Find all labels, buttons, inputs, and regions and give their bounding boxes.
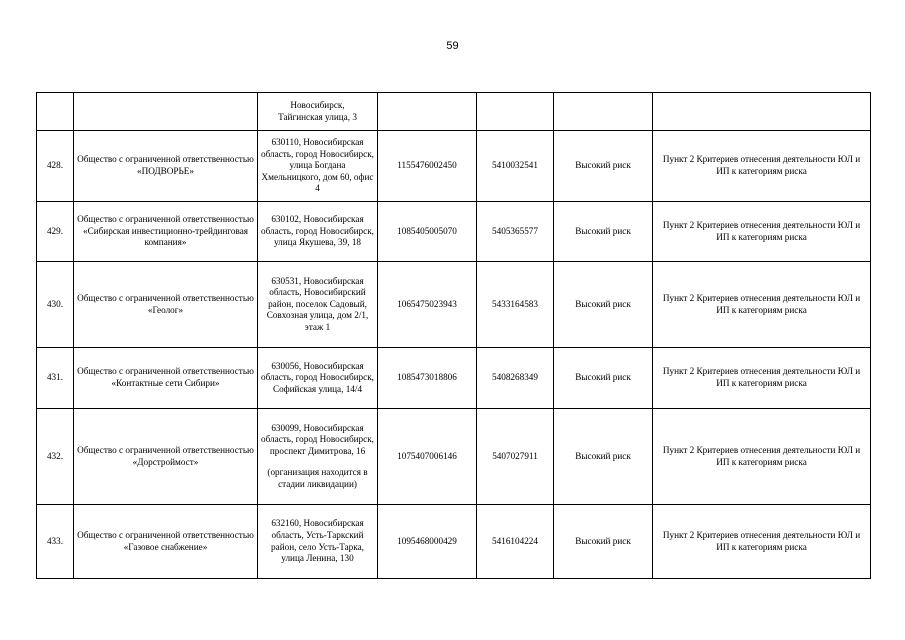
cell-risk: Высокий риск (554, 131, 653, 202)
table-row (37, 505, 871, 579)
cell-name (74, 93, 258, 131)
cell-name: Общество с ограниченной ответственностью «Газовое снабжение» (74, 505, 258, 579)
cell-risk (554, 93, 653, 131)
cell-num: 431. (37, 348, 74, 409)
table-row (37, 262, 871, 348)
cell-ogrn (378, 93, 477, 131)
cell-name: Общество с ограниченной ответственностью «Геолог» (74, 262, 258, 348)
cell-name: Общество с ограниченной ответственностью «Контактные сети Сибири» (74, 348, 258, 409)
cell-address (258, 409, 378, 505)
address-text: 630099, Новосибирская область, город Новосибирск, проспект Димитрова, 16 (261, 422, 374, 456)
cell-address: 630102, Новосибирская область, город Новосибирск, улица Якушева, 39, 18 (258, 202, 378, 262)
cell-basis (653, 93, 871, 131)
cell-basis: Пункт 2 Критериев отнесения деятельности ЮЛ и ИП к категориям риска (653, 262, 871, 348)
registry-table (36, 92, 871, 579)
cell-inn: 5416104224 (477, 505, 554, 579)
cell-address: 632160, Новосибирская область, Усть-Таркский район, село Усть-Тарка, улица Ленина, 130 (258, 505, 378, 579)
cell-basis: Пункт 2 Критериев отнесения деятельности ЮЛ и ИП к категориям риска (653, 202, 871, 262)
cell-risk: Высокий риск (554, 409, 653, 505)
cell-basis: Пункт 2 Критериев отнесения деятельности ЮЛ и ИП к категориям риска (653, 409, 871, 505)
cell-risk: Высокий риск (554, 505, 653, 579)
cell-inn: 5410032541 (477, 131, 554, 202)
cell-address: 630531, Новосибирская область, Новосибирский район, поселок Садовый, Совхозная улица, дом 2/1, этаж 1 (258, 262, 378, 348)
cell-inn (477, 93, 554, 131)
cell-ogrn: 1075407006146 (378, 409, 477, 505)
cell-address: 630056, Новосибирская область, город Новосибирск, Софийская улица, 14/4 (258, 348, 378, 409)
cell-ogrn: 1085473018806 (378, 348, 477, 409)
table-row (37, 202, 871, 262)
cell-num (37, 93, 74, 131)
cell-num: 429. (37, 202, 74, 262)
cell-name: Общество с ограниченной ответственностью «Сибирская инвестиционно-трейдинговая компания» (74, 202, 258, 262)
cell-num: 433. (37, 505, 74, 579)
cell-ogrn: 1155476002450 (378, 131, 477, 202)
cell-inn: 5408268349 (477, 348, 554, 409)
page-number: 59 (446, 40, 459, 52)
cell-risk: Высокий риск (554, 348, 653, 409)
cell-inn: 5405365577 (477, 202, 554, 262)
cell-num: 428. (37, 131, 74, 202)
cell-ogrn: 1065475023943 (378, 262, 477, 348)
cell-name: Общество с ограниченной ответственностью «Дорстроймост» (74, 409, 258, 505)
table-row (37, 348, 871, 409)
table-row (37, 409, 871, 505)
cell-address: 630110, Новосибирская область, город Новосибирск, улица Богдана Хмельницкого, дом 60, офис 4 (258, 131, 378, 202)
cell-num: 430. (37, 262, 74, 348)
address-note: (организация находится в стадии ликвидации) (267, 467, 368, 489)
cell-risk: Высокий риск (554, 202, 653, 262)
cell-basis: Пункт 2 Критериев отнесения деятельности ЮЛ и ИП к категориям риска (653, 505, 871, 579)
cell-address: Новосибирск, Тайгинская улица, 3 (258, 93, 378, 131)
cell-basis: Пункт 2 Критериев отнесения деятельности ЮЛ и ИП к категориям риска (653, 348, 871, 409)
table-row (37, 131, 871, 202)
cell-inn: 5433164583 (477, 262, 554, 348)
cell-inn: 5407027911 (477, 409, 554, 505)
cell-basis: Пункт 2 Критериев отнесения деятельности ЮЛ и ИП к категориям риска (653, 131, 871, 202)
table-row-continued (37, 93, 871, 131)
cell-risk: Высокий риск (554, 262, 653, 348)
cell-ogrn: 1085405005070 (378, 202, 477, 262)
cell-name: Общество с ограниченной ответственностью «ПОДВОРЬЕ» (74, 131, 258, 202)
cell-num: 432. (37, 409, 74, 505)
cell-ogrn: 1095468000429 (378, 505, 477, 579)
